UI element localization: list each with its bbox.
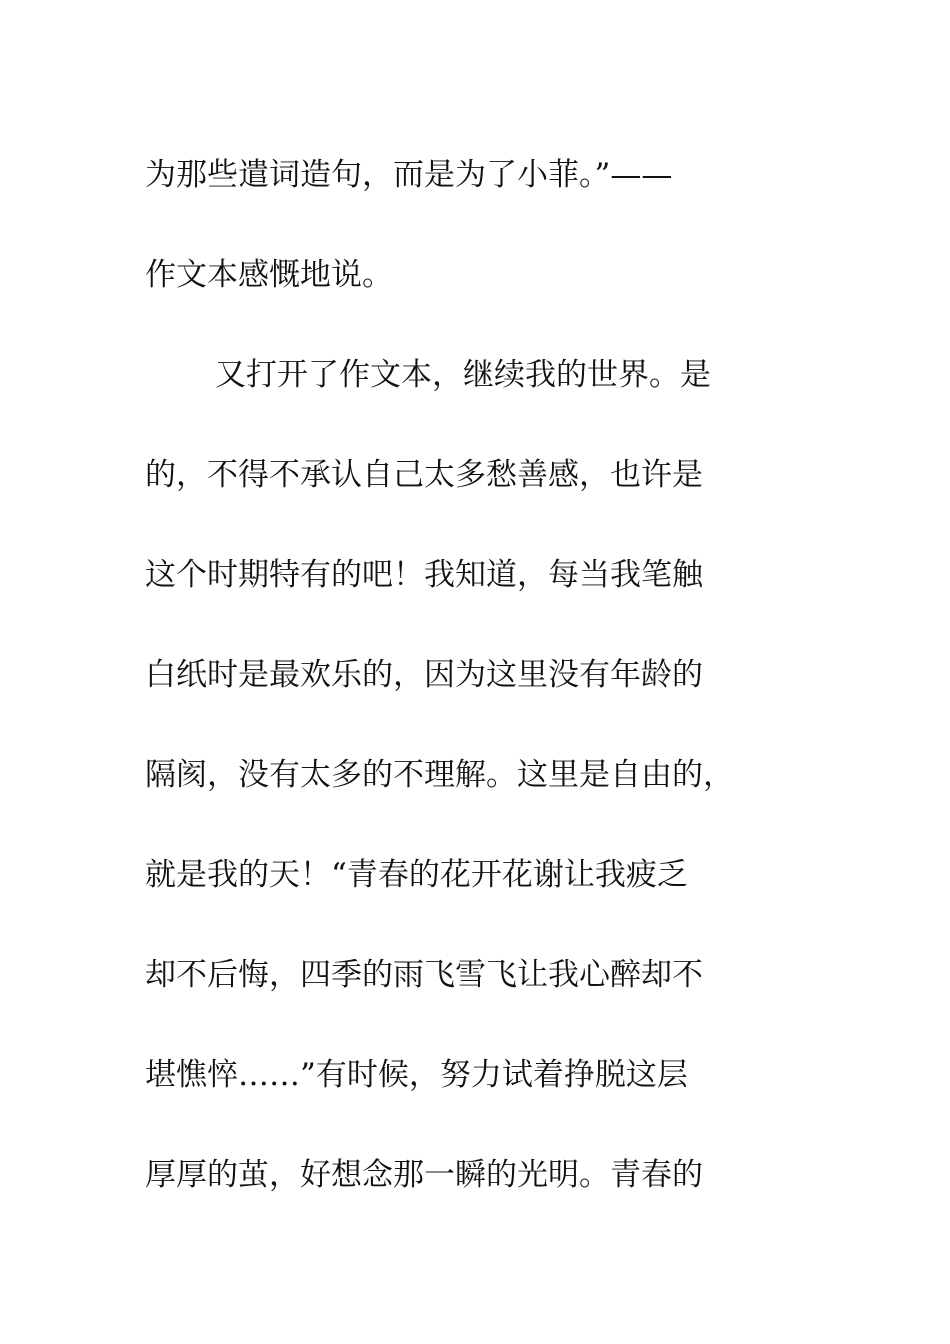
body-text (145, 125, 805, 1225)
text-line: 为那些遣词造句，而是为了小菲。”—— (145, 157, 673, 193)
text-line: 却不后悔，四季的雨飞雪飞让我心醉却不 (145, 957, 703, 993)
text-line: 堪憔悴……”有时候，努力试着挣脱这层 (145, 1057, 688, 1093)
paragraph-start-line: 又打开了作文本，继续我的世界。是 (215, 357, 711, 393)
text-line: 隔阂，没有太多的不理解。这里是自由的， (145, 757, 734, 793)
text-line: 作文本感慨地说。 (145, 257, 393, 293)
text-line: 厚厚的茧，好想念那一瞬的光明。青春的 (145, 1157, 703, 1193)
text-line: 这个时期特有的吧！我知道，每当我笔触 (145, 557, 703, 593)
text-line: 白纸时是最欢乐的，因为这里没有年龄的 (145, 657, 703, 693)
text-line: 就是我的天！“青春的花开花谢让我疲乏 (145, 857, 688, 893)
text-line: 的，不得不承认自己太多愁善感，也许是 (145, 457, 703, 493)
